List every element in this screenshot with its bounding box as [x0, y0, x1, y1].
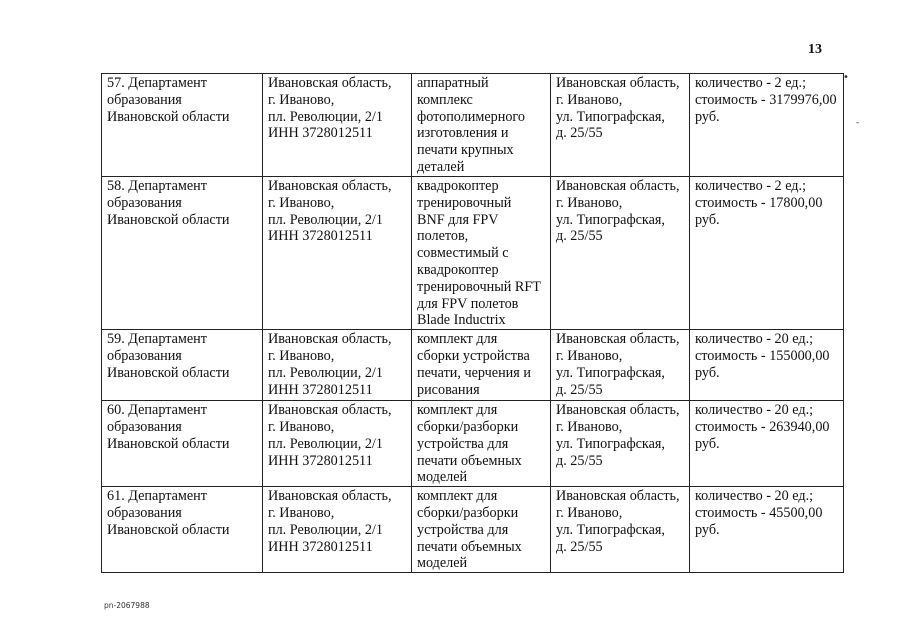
quantity-cell: количество - 20 ед.; стоимость - 155000,00 руб. [690, 330, 844, 401]
address-cell: Ивановская область, г. Иваново, пл. Революции, 2/1 ИНН 3728012511 [263, 401, 412, 487]
location-cell: Ивановская область, г. Иваново, ул. Типографская, д. 25/55 [551, 74, 690, 177]
quantity-cell: количество - 2 ед.; стоимость - 17800,00 руб. [690, 177, 844, 330]
recipient-cell: 59. Департамент образования Ивановской области [102, 330, 263, 401]
address-cell: Ивановская область, г. Иваново, пл. Революции, 2/1 ИНН 3728012511 [263, 74, 412, 177]
table-row [102, 330, 844, 401]
item-cell: аппаратный комплекс фотополимерного изготовления и печати крупных деталей [412, 74, 551, 177]
page-number: 13 [808, 42, 822, 57]
recipient-cell: 60. Департамент образования Ивановской области [102, 401, 263, 487]
footer-code: pn-2067988 [104, 601, 150, 610]
recipient-cell: 57. Департамент образования Ивановской области [102, 74, 263, 177]
table-row [102, 74, 844, 177]
scan-speck: • [843, 72, 849, 83]
quantity-cell: количество - 20 ед.; стоимость - 263940,00 руб. [690, 401, 844, 487]
address-cell: Ивановская область, г. Иваново, пл. Революции, 2/1 ИНН 3728012511 [263, 177, 412, 330]
table-row [102, 401, 844, 487]
address-cell: Ивановская область, г. Иваново, пл. Революции, 2/1 ИНН 3728012511 [263, 330, 412, 401]
recipient-cell: 58. Департамент образования Ивановской области [102, 177, 263, 330]
location-cell: Ивановская область, г. Иваново, ул. Типографская, д. 25/55 [551, 401, 690, 487]
location-cell: Ивановская область, г. Иваново, ул. Типографская, д. 25/55 [551, 177, 690, 330]
quantity-cell: количество - 2 ед.; стоимость - 3179976,00 руб. [690, 74, 844, 177]
scan-speck: - [856, 118, 860, 128]
document-table [101, 73, 844, 573]
location-cell: Ивановская область, г. Иваново, ул. Типографская, д. 25/55 [551, 487, 690, 573]
recipient-cell: 61. Департамент образования Ивановской области [102, 487, 263, 573]
item-cell: комплект для сборки устройства печати, черчения и рисования [412, 330, 551, 401]
table-row [102, 177, 844, 330]
address-cell: Ивановская область, г. Иваново, пл. Революции, 2/1 ИНН 3728012511 [263, 487, 412, 573]
item-cell: комплект для сборки/разборки устройства для печати объемных моделей [412, 401, 551, 487]
quantity-cell: количество - 20 ед.; стоимость - 45500,00 руб. [690, 487, 844, 573]
item-cell: комплект для сборки/разборки устройства для печати объемных моделей [412, 487, 551, 573]
location-cell: Ивановская область, г. Иваново, ул. Типографская, д. 25/55 [551, 330, 690, 401]
table-row [102, 487, 844, 573]
item-cell: квадрокоптер тренировочный BNF для FPV полетов, совместимый с квадрокоптер тренировочный RFT для FPV полетов Blade Inductrix [412, 177, 551, 330]
